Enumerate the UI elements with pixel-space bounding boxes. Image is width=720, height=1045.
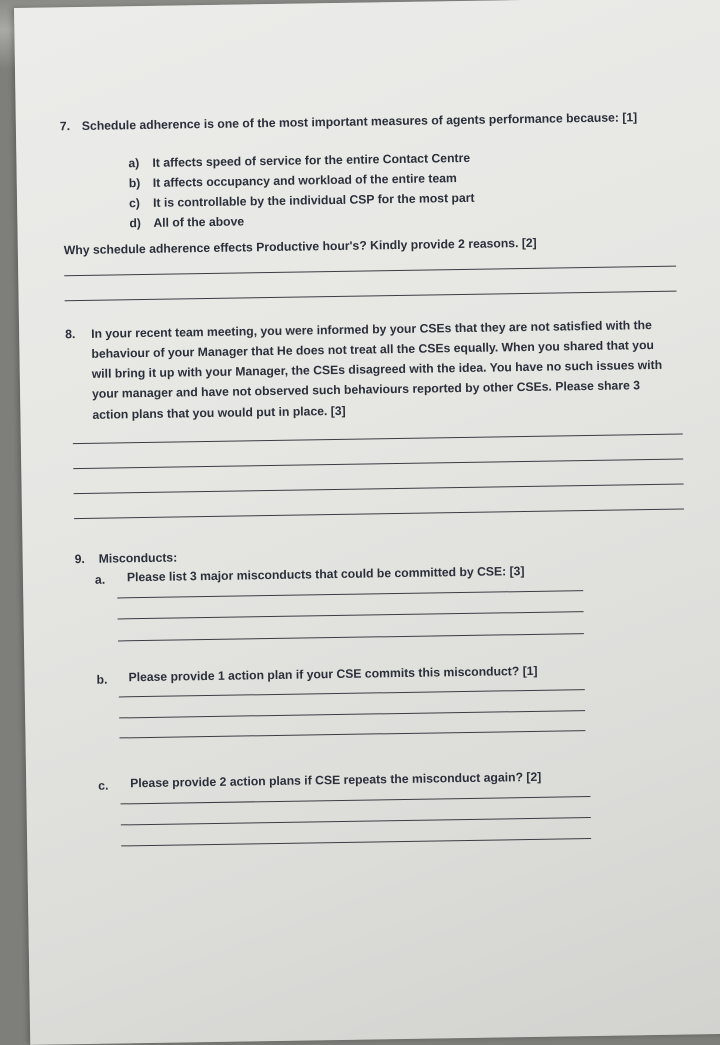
answer-line[interactable]	[119, 710, 585, 718]
q7-followup: Why schedule adherence effects Productive hour's? Kindly provide 2 reasons. [2]	[63, 235, 537, 258]
answer-line[interactable]	[74, 509, 684, 520]
q9-part-b: Please provide 1 action plan if your CSE commits this misconduct? [1]	[128, 663, 538, 685]
answer-line[interactable]	[74, 484, 684, 495]
answer-line[interactable]	[64, 266, 676, 277]
q7-option-a-letter: a)	[128, 156, 140, 171]
answer-line[interactable]	[121, 838, 591, 846]
q9-title: Misconducts:	[98, 550, 178, 566]
answer-line[interactable]	[121, 817, 591, 825]
q7-option-a: It affects speed of service for the entire Contact Centre	[152, 150, 471, 170]
q9-part-a-letter: a.	[94, 572, 106, 587]
sheet-content	[14, 0, 720, 1045]
answer-line[interactable]	[119, 730, 585, 738]
answer-line[interactable]	[73, 434, 683, 445]
answer-line[interactable]	[119, 689, 585, 697]
q9-part-b-letter: b.	[96, 672, 108, 687]
answer-line[interactable]	[118, 633, 584, 641]
q7-option-b-letter: b)	[128, 176, 141, 191]
answer-line[interactable]	[65, 291, 677, 302]
exam-sheet	[14, 0, 720, 1045]
q8-line-2: behaviour of your Manager that He does not treat all the CSEs equally. When you shared that you	[91, 337, 655, 361]
q7-option-c-letter: c)	[128, 196, 141, 211]
answer-line[interactable]	[118, 611, 584, 619]
q9-part-c-letter: c.	[98, 778, 109, 793]
q8-number: 8.	[65, 327, 76, 342]
q7-option-c: It is controllable by the individual CSP for the most part	[152, 190, 475, 210]
q7-text: Schedule adherence is one of the most important measures of agents performance because: [1]	[81, 110, 638, 133]
q7-option-d-letter: d)	[129, 216, 142, 231]
q9-part-a: Please list 3 major misconducts that could be committed by CSE: [3]	[126, 564, 525, 585]
q9-number: 9.	[74, 551, 85, 567]
q7-option-d: All of the above	[153, 214, 245, 230]
answer-line[interactable]	[117, 590, 583, 598]
q8-line-3: will bring it up with your Manager, the CSEs disagreed with the idea. You have no such issues with	[91, 357, 663, 381]
q8-line-4: your manager and have not observed such behaviours reported by other CSEs. Please share 3	[91, 378, 641, 401]
q8-line-1: In your recent team meeting, you were informed by your CSEs that they are not satisfied with the	[91, 318, 652, 341]
q7-option-b: It affects occupancy and workload of the entire team	[152, 171, 457, 190]
answer-line[interactable]	[73, 459, 683, 470]
answer-line[interactable]	[121, 796, 591, 804]
q7-number: 7.	[59, 119, 71, 134]
q8-line-5: action plans that you would put in place. [3]	[92, 403, 346, 422]
q9-part-c: Please provide 2 action plans if CSE repeats the misconduct again? [2]	[130, 769, 542, 791]
